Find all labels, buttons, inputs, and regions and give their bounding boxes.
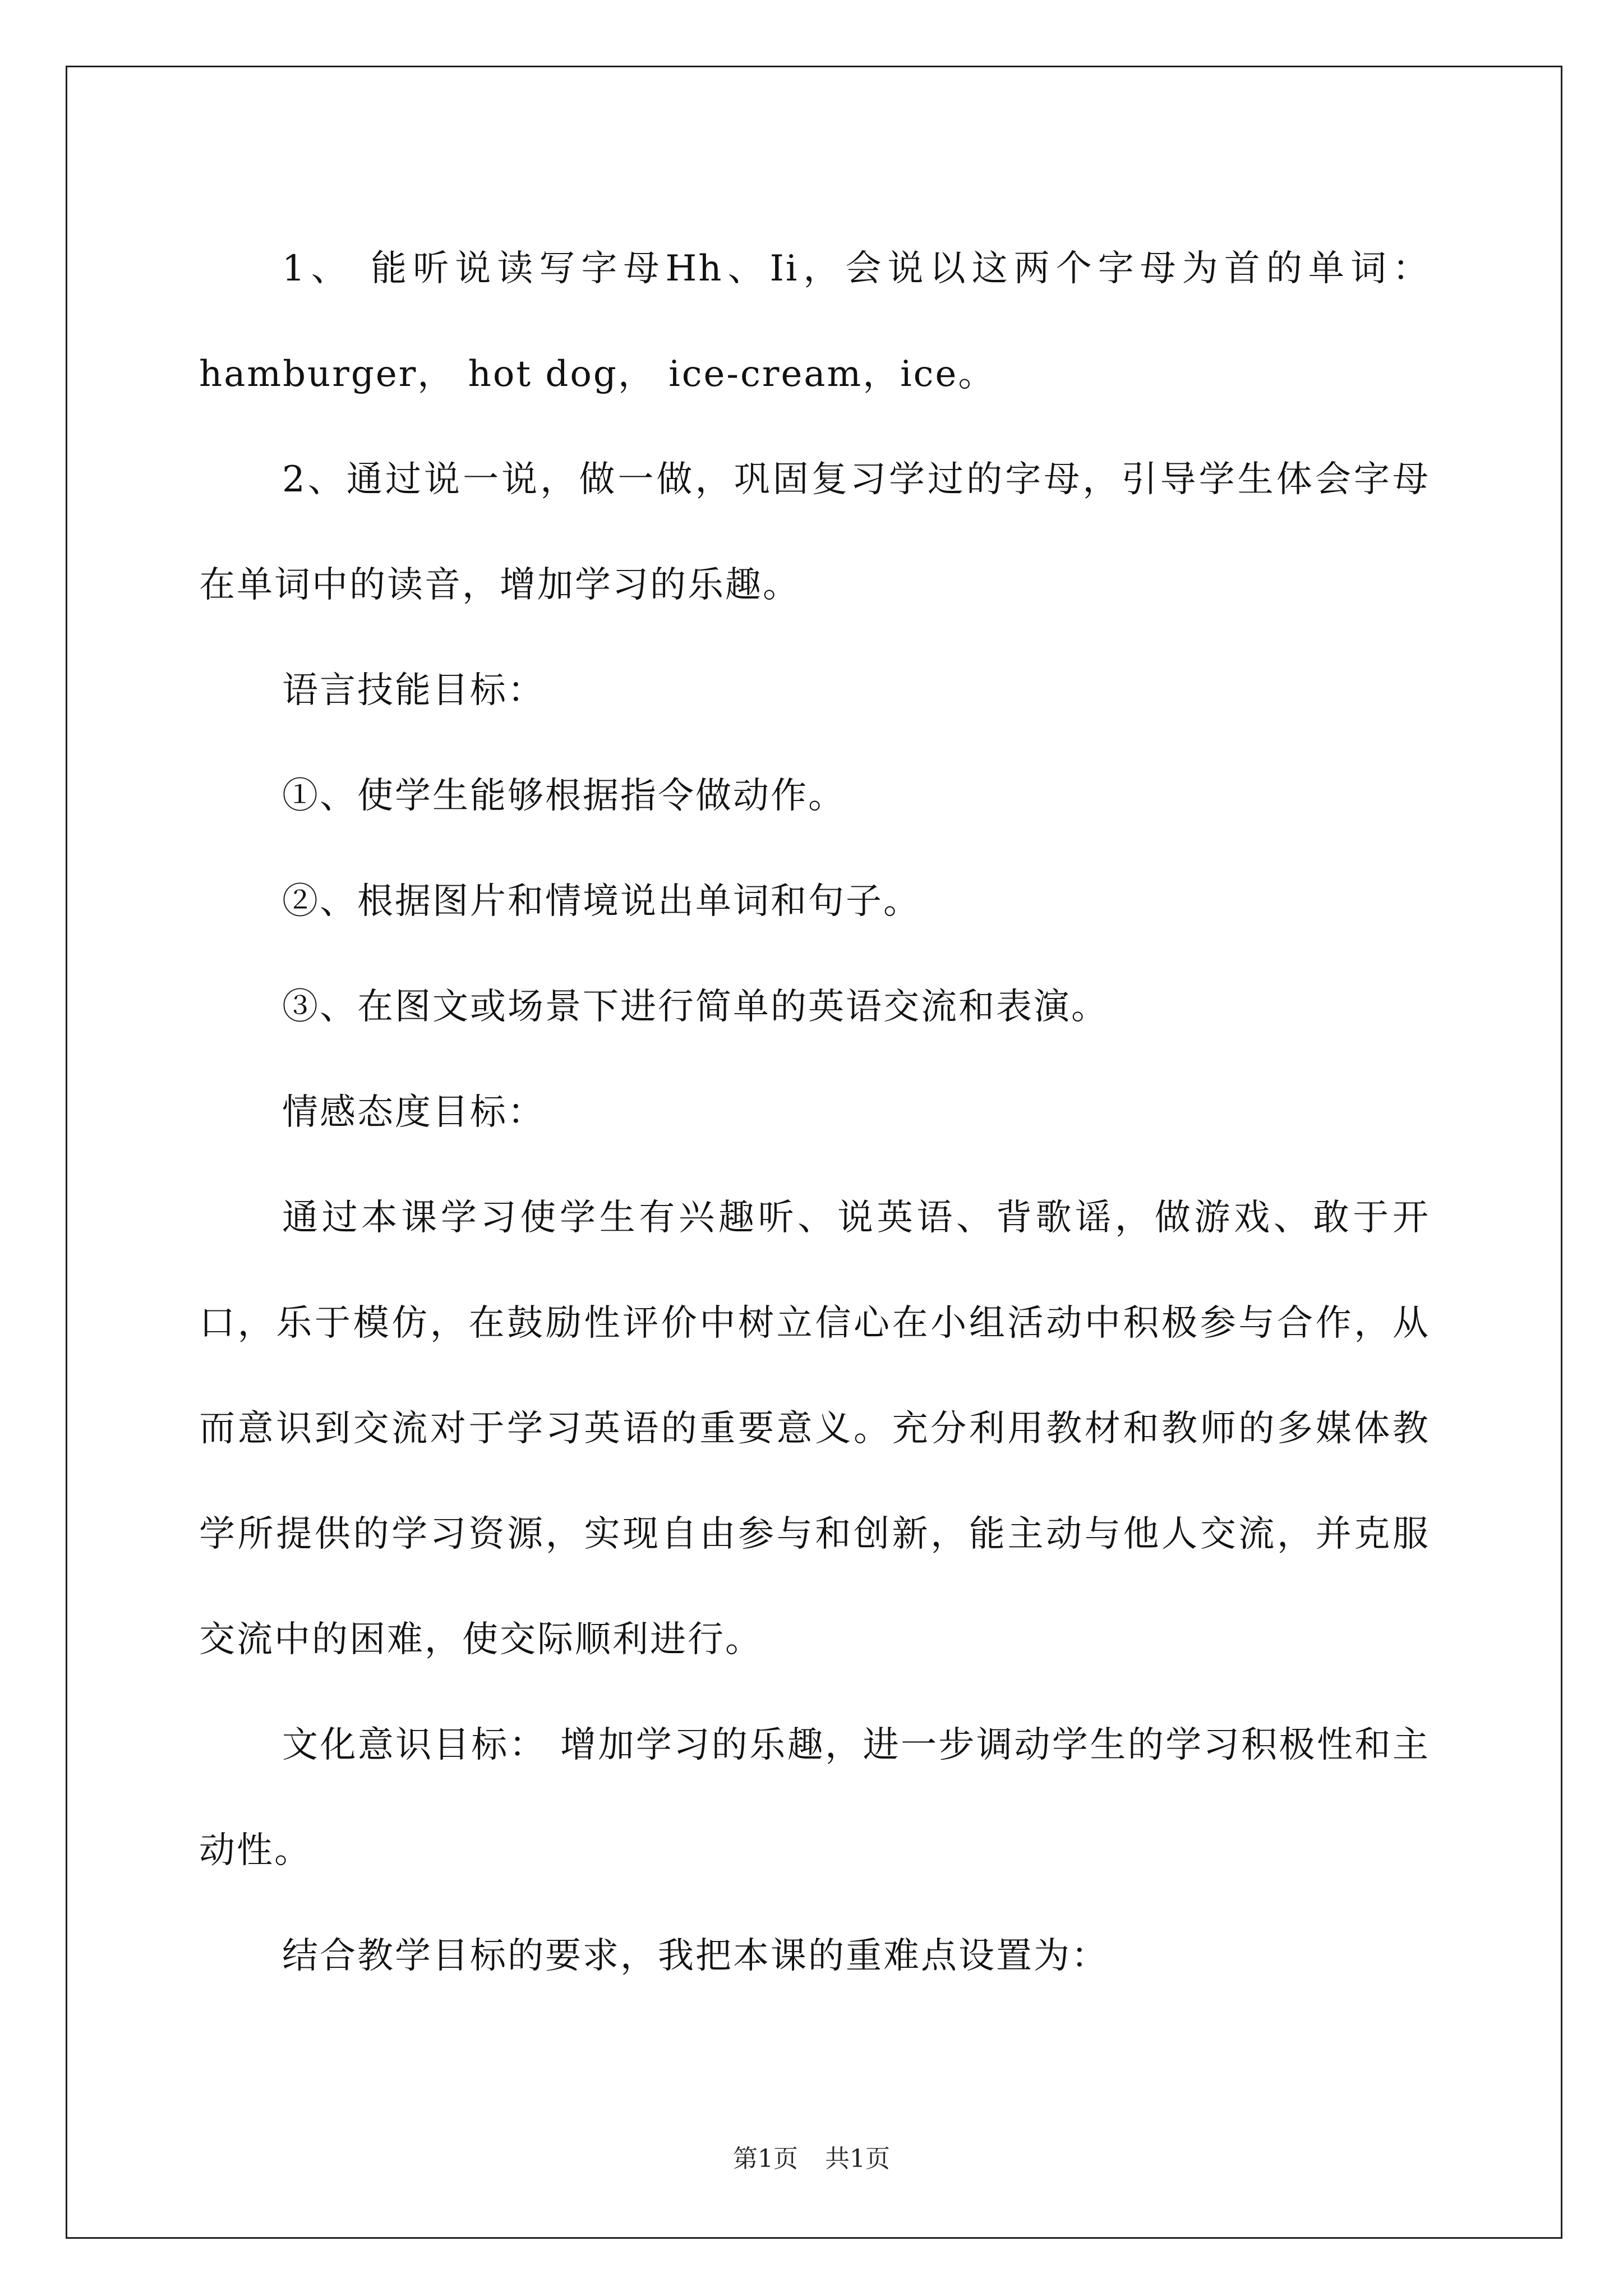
page-footer xyxy=(0,2138,1623,2174)
paragraph-cultural-awareness: 文化意识目标： 增加学习的乐趣，进一步调动学生的学习积极性和主动性。 xyxy=(199,1724,1430,1871)
paragraph-emotional-attitude: 通过本课学习使学生有兴趣听、说英语、背歌谣，做游戏、敢于开口，乐于模仿，在鼓励性评价中树立信心在小组活动中积极参与合作，从而意识到交流对于学习英语的重要意义。充分利用教材和教师的多媒体教学所提供的学习资源，实现自由参与和创新，能主动与他人交流，并克服交流中的困难，使交际顺利进行。 xyxy=(199,1197,1430,1660)
list-item-skill-2: ②、根据图片和情境说出单词和句子。 xyxy=(282,881,921,922)
page-total: 共1页 xyxy=(825,2145,890,2173)
paragraph-review-objective: 2、通过说一说，做一做，巩固复习学过的字母，引导学生体会字母在单词中的读音，增加学习的乐趣。 xyxy=(199,459,1430,606)
list-item-skill-3: ③、在图文或场景下进行简单的英语交流和表演。 xyxy=(282,986,1109,1028)
document-body xyxy=(199,216,1430,2009)
paragraph-letters-objective: 1、 能听说读写字母Hh、Ii，会说以这两个字母为首的单词：hamburger， hot dog， ice-cream，ice。 xyxy=(199,248,1430,395)
heading-emotional-attitude: 情感态度目标： xyxy=(282,1092,545,1133)
paragraph-key-points: 结合教学目标的要求，我把本课的重难点设置为： xyxy=(282,1935,1109,1977)
page-number: 第1页 xyxy=(733,2145,798,2173)
list-item-skill-1: ①、使学生能够根据指令做动作。 xyxy=(282,775,846,817)
heading-language-skills: 语言技能目标： xyxy=(282,670,545,711)
